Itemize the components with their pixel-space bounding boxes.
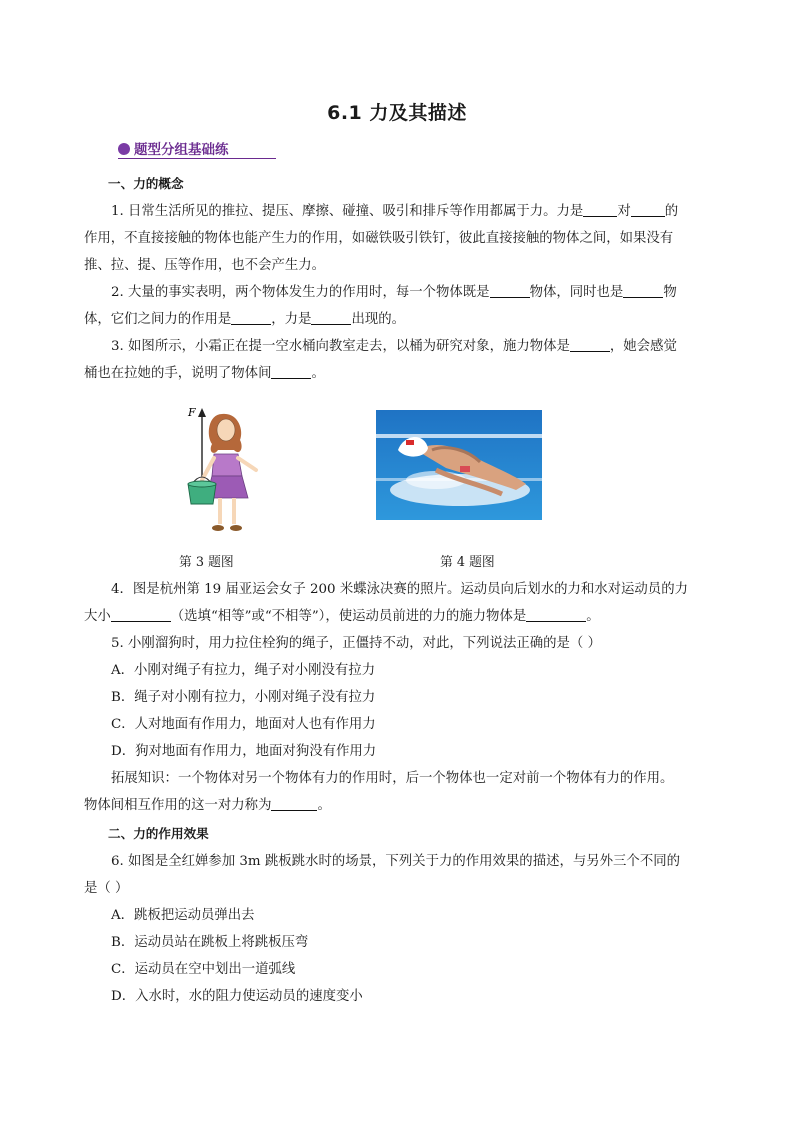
answer-blank[interactable]: [526, 621, 586, 622]
answer-blank[interactable]: [111, 621, 171, 622]
q2-text: 2. 大量的事实表明，两个物体发生力的作用时，每一个物体既是: [111, 285, 490, 300]
q1-line-1: [111, 200, 678, 219]
q6-option-b[interactable]: B．运动员站在跳板上将跳板压弯: [111, 935, 309, 950]
swimmer-photo: [376, 410, 542, 520]
q1-line-2: 作用，不直接接触的物体也能产生力的作用，如磁铁吸引铁钉，彼此直接接触的物体之间，如果没有: [84, 231, 674, 246]
figure-4-caption: 第 4 题图: [440, 555, 495, 570]
answer-blank[interactable]: [631, 216, 665, 217]
q6-option-a[interactable]: A．跳板把运动员弹出去: [111, 908, 255, 923]
figure-3-caption: 第 3 题图: [179, 555, 234, 570]
q6-line-1: 6. 如图是全红婵参加 3m 跳板跳水时的场景，下列关于力的作用效果的描述，与另外三个不同的: [111, 854, 680, 869]
answer-blank[interactable]: [231, 324, 271, 325]
q2-text: 物: [663, 285, 677, 300]
q2-text: 物体，同时也是: [529, 285, 624, 300]
q3-line-2: [84, 362, 325, 381]
q1-line-3: 推、拉、提、压等作用，也不会产生力。: [84, 258, 326, 273]
q2-text: ，力是: [271, 312, 312, 327]
banner-label: 题型分组基础练: [134, 142, 229, 158]
q4-line-1: 4．图是杭州第 19 届亚运会女子 200 米蝶泳决赛的照片。运动员向后划水的力和水对运动员的力: [111, 582, 688, 597]
girl-with-bucket-illustration: [178, 400, 268, 540]
q5-option-c[interactable]: C．人对地面有作用力，地面对人也有作用力: [111, 717, 376, 732]
q4-text: 大小: [84, 609, 111, 624]
answer-blank[interactable]: [271, 810, 317, 811]
q1-text: 的: [664, 204, 679, 219]
answer-blank[interactable]: [490, 297, 530, 298]
q3-text: 桶也在拉她的手，说明了物体间: [84, 366, 272, 381]
q5-text: 。: [317, 798, 331, 813]
q5-stem: 5. 小刚溜狗时，用力拉住栓狗的绳子，正僵持不动，对此，下列说法正确的是（ ）: [111, 636, 601, 651]
section-banner: [118, 138, 276, 159]
bullet-dot-icon: [118, 143, 130, 155]
q2-line-1: [111, 281, 677, 300]
section-heading-concept: 一、力的概念: [108, 176, 184, 191]
q2-line-2: [84, 308, 405, 327]
q5-extension-line-2: [84, 794, 331, 813]
q5-extension-line-1: 拓展知识：一个物体对另一个物体有力的作用时，后一个物体也一定对前一个物体有力的作用。: [111, 771, 674, 786]
q5-option-b[interactable]: B．绳子对小刚有拉力，小刚对绳子没有拉力: [111, 690, 376, 705]
q5-text: 物体间相互作用的这一对力称为: [84, 798, 272, 813]
q4-line-2: [84, 605, 600, 624]
q1-text: 1. 日常生活所见的推拉、提压、摩擦、碰撞、吸引和排斥等作用都属于力。力是: [111, 204, 584, 219]
q2-text: 体，它们之间力的作用是: [84, 312, 232, 327]
q2-text: 出现的。: [351, 312, 406, 327]
answer-blank[interactable]: [583, 216, 617, 217]
q5-option-a[interactable]: A．小刚对绳子有拉力，绳子对小刚没有拉力: [111, 663, 376, 678]
page-title: 6.1 力及其描述: [327, 102, 467, 124]
answer-blank[interactable]: [623, 297, 663, 298]
q6-option-d[interactable]: D．入水时，水的阻力使运动员的速度变小: [111, 989, 363, 1004]
q3-text: ，她会感觉: [609, 339, 677, 354]
answer-blank[interactable]: [570, 351, 610, 352]
q3-text: 。: [311, 366, 325, 381]
q6-line-2: 是（ ）: [84, 881, 129, 896]
q5-option-d[interactable]: D．狗对地面有作用力，地面对狗没有作用力: [111, 744, 377, 759]
q4-text: （选填“相等”或“不相等”），使运动员前进的力的施力物体是: [170, 609, 527, 624]
force-label: F: [188, 406, 196, 419]
q4-text: 。: [586, 609, 600, 624]
q6-option-c[interactable]: C．运动员在空中划出一道弧线: [111, 962, 296, 977]
section-heading-effects: 二、力的作用效果: [108, 826, 209, 841]
q3-text: 3. 如图所示，小霜正在提一空水桶向教室走去，以桶为研究对象，施力物体是: [111, 339, 570, 354]
q1-text: 对: [617, 204, 631, 219]
answer-blank[interactable]: [311, 324, 351, 325]
answer-blank[interactable]: [271, 378, 311, 379]
q3-line-1: [111, 335, 677, 354]
